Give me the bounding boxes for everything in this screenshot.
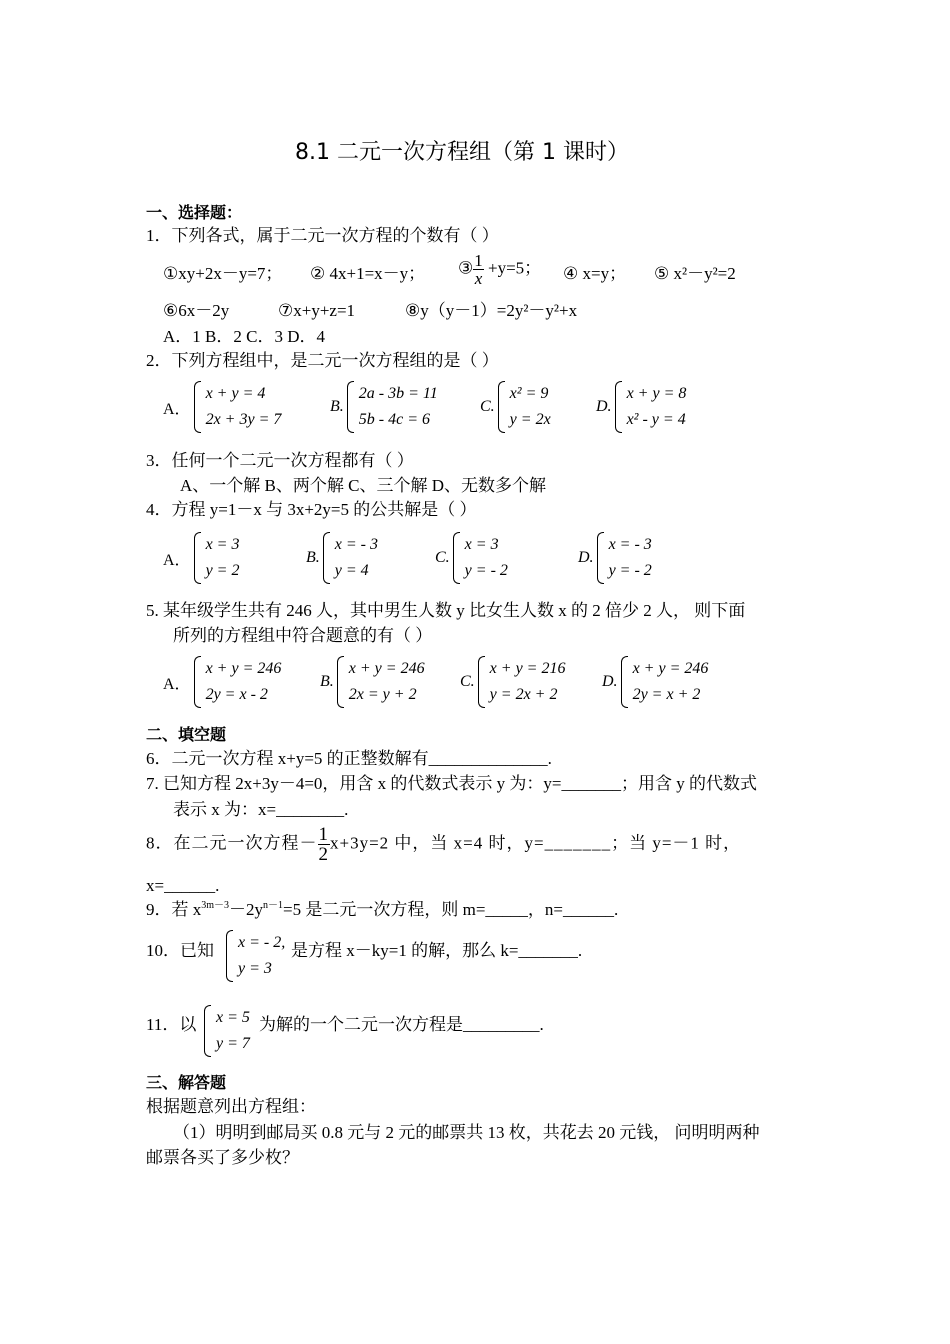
brace-icon	[478, 656, 485, 708]
brace-icon	[204, 1005, 211, 1057]
q4-option-a	[163, 532, 239, 584]
question-11-suffix: 为解的一个二元一次方程是_________.	[259, 1015, 544, 1034]
equation: y = 4	[334, 562, 369, 579]
option-label: C.	[460, 673, 475, 690]
page-title: 8.1 二元一次方程组（第 1 课时）	[295, 140, 629, 165]
fraction-numerator: 1	[318, 824, 329, 845]
equation: y = 2	[205, 562, 240, 579]
equation: y = - 2	[464, 562, 508, 579]
question-10-suffix: 是方程 x－ky=1 的解，那么 k=_______.	[291, 941, 583, 960]
q2-option-a	[163, 381, 281, 433]
q1-item-8: ⑧y（y－1）=2y²－y²+x	[405, 301, 578, 320]
q8-prefix: 8．在二元一次方程－	[146, 833, 318, 853]
q5-option-b	[320, 656, 425, 708]
q3-options: A、一个解 B、两个解 C、三个解 D、无数多个解	[180, 476, 546, 495]
q11-system	[204, 1005, 250, 1057]
q1-item-6: ⑥6x－2y	[163, 301, 230, 320]
fraction-denominator: 2	[318, 844, 329, 865]
option-label: C.	[480, 398, 495, 415]
q9-exponent-1: 3m－3	[201, 900, 230, 911]
q4-option-c	[435, 532, 508, 584]
equation: x + y = 8	[626, 385, 687, 402]
brace-icon	[347, 381, 354, 433]
question-7-line-1: 7. 已知方程 2x+3y－4=0，用含 x 的代数式表示 y 为：y=_______；用含 y 的代数式	[146, 774, 758, 793]
equation: x + y = 246	[348, 660, 425, 677]
question-8-line-2: x=______.	[146, 876, 220, 895]
equation: x = 5	[216, 1009, 250, 1026]
q5-option-d	[602, 656, 708, 708]
brace-icon	[621, 656, 628, 708]
fraction-denominator: x	[474, 269, 483, 288]
option-label: D.	[602, 673, 618, 690]
brace-icon	[615, 381, 622, 433]
question-8-line-1	[146, 825, 741, 864]
equation: 2x + 3y = 7	[205, 411, 282, 428]
question-5-stem-line-2: 所列的方程组中符合题意的有（ ）	[173, 626, 433, 645]
question-6: 6．二元一次方程 x+y=5 的正整数解有______________.	[146, 749, 552, 768]
option-label: B.	[320, 673, 334, 690]
question-12-intro: 根据题意列出方程组：	[146, 1097, 316, 1116]
equation: y = - 2	[608, 562, 652, 579]
option-label: B.	[306, 549, 320, 566]
brace-icon	[226, 930, 233, 982]
equation: x + y = 4	[205, 385, 266, 402]
section-heading-choice: 一、选择题：	[146, 203, 243, 222]
section-heading-solve: 三、解答题	[146, 1073, 227, 1092]
brace-icon	[498, 381, 505, 433]
q9-prefix: 9．若 x	[146, 900, 202, 919]
option-label: D.	[578, 549, 594, 566]
equation: x = - 3	[608, 536, 652, 553]
question-12-line-1: （1）明明到邮局买 0.8 元与 2 元的邮票共 13 枚，共花去 20 元钱， 问明明两种	[173, 1123, 760, 1142]
q1-item-3-prefix: ③	[458, 258, 474, 278]
equation: x + y = 246	[205, 660, 282, 677]
equation: 2x = y + 2	[348, 686, 417, 703]
q8-fraction	[318, 825, 331, 864]
question-2-stem: 2．下列方程组中，是二元一次方程组的是（ ）	[146, 351, 499, 370]
equation: x + y = 246	[632, 660, 709, 677]
equation: y = 2x + 2	[489, 686, 558, 703]
equation: x + y = 216	[489, 660, 566, 677]
q2-option-d	[596, 381, 686, 433]
q4-option-b	[306, 532, 378, 584]
question-11-prefix: 11．以	[146, 1015, 197, 1034]
q1-item-3	[458, 252, 541, 287]
option-label: A．	[163, 400, 191, 418]
equation: x = - 3	[334, 536, 379, 553]
q4-option-d	[578, 532, 652, 584]
q2-option-c	[480, 381, 551, 433]
brace-icon	[194, 532, 201, 584]
option-label: A．	[163, 551, 191, 569]
q1-item-3-fraction	[473, 252, 484, 287]
equation: x = - 2,	[238, 934, 286, 951]
equation: 5b - 4c = 6	[358, 411, 431, 428]
q1-item-2: ② 4x+1=x－y；	[310, 264, 426, 283]
equation: y = 2x	[509, 411, 551, 428]
equation: 2a - 3b = 11	[358, 385, 438, 402]
question-7-line-2: 表示 x 为：x=________.	[173, 800, 349, 819]
q10-system	[226, 930, 285, 982]
brace-icon	[597, 532, 604, 584]
question-9	[146, 900, 618, 920]
q8-suffix: x+3y=2 中，当 x=4 时，y=_______；当 y=－1 时，	[330, 833, 742, 853]
brace-icon	[194, 656, 201, 708]
q2-option-b	[330, 381, 438, 433]
question-4-stem: 4．方程 y=1－x 与 3x+2y=5 的公共解是（ ）	[146, 500, 477, 519]
brace-icon	[194, 381, 201, 433]
q5-option-c	[460, 656, 565, 708]
brace-icon	[337, 656, 344, 708]
question-1-stem: 1．下列各式，属于二元一次方程的个数有（ ）	[146, 226, 499, 245]
equation: 2y = x - 2	[205, 686, 268, 703]
equation: x² = 9	[509, 385, 549, 402]
brace-icon	[323, 532, 330, 584]
question-5-stem-line-1: 5. 某年级学生共有 246 人，其中男生人数 y 比女生人数 x 的 2 倍少 2 人， 则下面	[146, 601, 746, 620]
option-label: A．	[163, 675, 191, 693]
equation: y = 3	[238, 960, 272, 977]
option-label: B.	[330, 398, 344, 415]
q1-item-4: ④ x=y；	[563, 264, 627, 283]
equation: 2y = x + 2	[632, 686, 701, 703]
equation: x² - y = 4	[626, 411, 686, 428]
q9-exponent-2: n－1	[263, 900, 284, 911]
q1-options: A．1 B．2 C．3 D．4	[163, 327, 325, 346]
q1-item-7: ⑦x+y+z=1	[278, 301, 356, 320]
q9-middle: －2y	[229, 900, 264, 919]
equation: x = 3	[205, 536, 240, 553]
q1-item-3-suffix: +y=5；	[483, 258, 542, 278]
option-label: C.	[435, 549, 450, 566]
section-heading-fill-in: 二、填空题	[146, 725, 227, 744]
q5-option-a	[163, 656, 281, 708]
fraction-numerator: 1	[474, 251, 483, 270]
q1-item-1: ①xy+2x－y=7；	[163, 264, 283, 283]
brace-icon	[453, 532, 460, 584]
q9-suffix: =5 是二元一次方程，则 m=_____，n=______.	[283, 900, 619, 919]
q1-item-5: ⑤ x²－y²=2	[654, 264, 736, 283]
question-3-stem: 3．任何一个二元一次方程都有（ ）	[146, 451, 414, 470]
question-10-prefix: 10．已知	[146, 941, 214, 960]
option-label: D.	[596, 398, 612, 415]
equation: x = 3	[464, 536, 499, 553]
equation: y = 7	[216, 1035, 250, 1052]
question-12-line-2: 邮票各买了多少枚？	[146, 1148, 299, 1167]
